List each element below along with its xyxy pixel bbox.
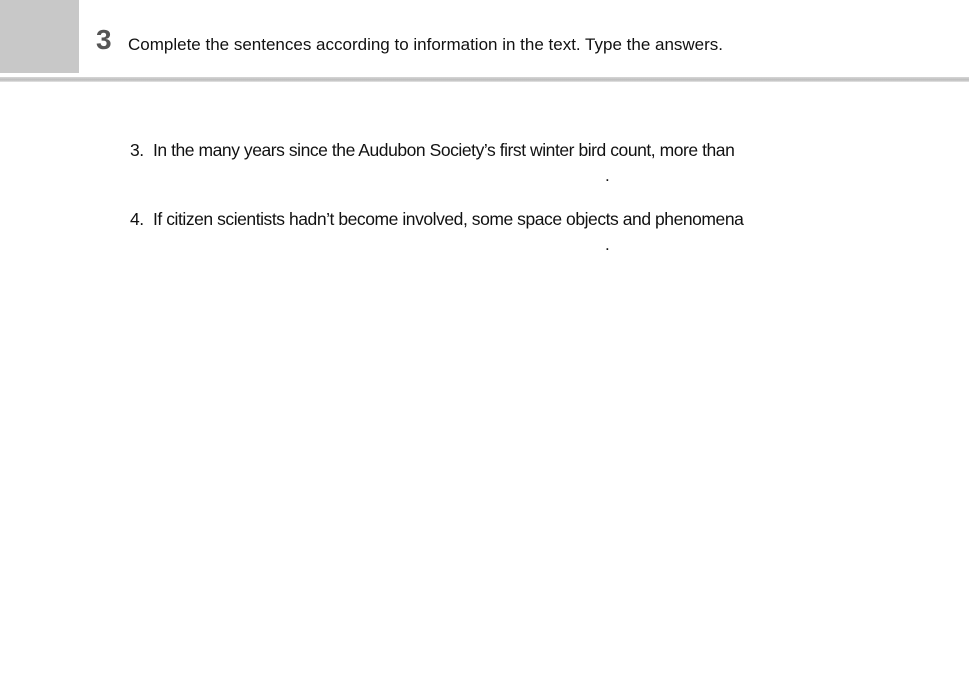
exercise-header [0, 0, 969, 76]
header-color-block [0, 0, 79, 73]
sentence-end-period: . [605, 166, 610, 185]
question-3 [130, 139, 734, 161]
question-4 [130, 208, 743, 230]
exercise-number: 3 [96, 24, 112, 55]
question-number: 4. [130, 209, 144, 229]
sentence-end-period: . [605, 235, 610, 254]
header-divider [0, 77, 969, 82]
exercise-instruction: Complete the sentences according to information in the text. Type the answers. [128, 35, 724, 54]
answer-field-3[interactable] [152, 166, 602, 188]
question-number: 3. [130, 140, 144, 160]
question-text: If citizen scientists hadn’t become involved, some space objects and phenomena [153, 209, 744, 229]
question-text: In the many years since the Audubon Society’s first winter bird count, more than [153, 140, 735, 160]
answer-field-4[interactable] [152, 235, 602, 257]
